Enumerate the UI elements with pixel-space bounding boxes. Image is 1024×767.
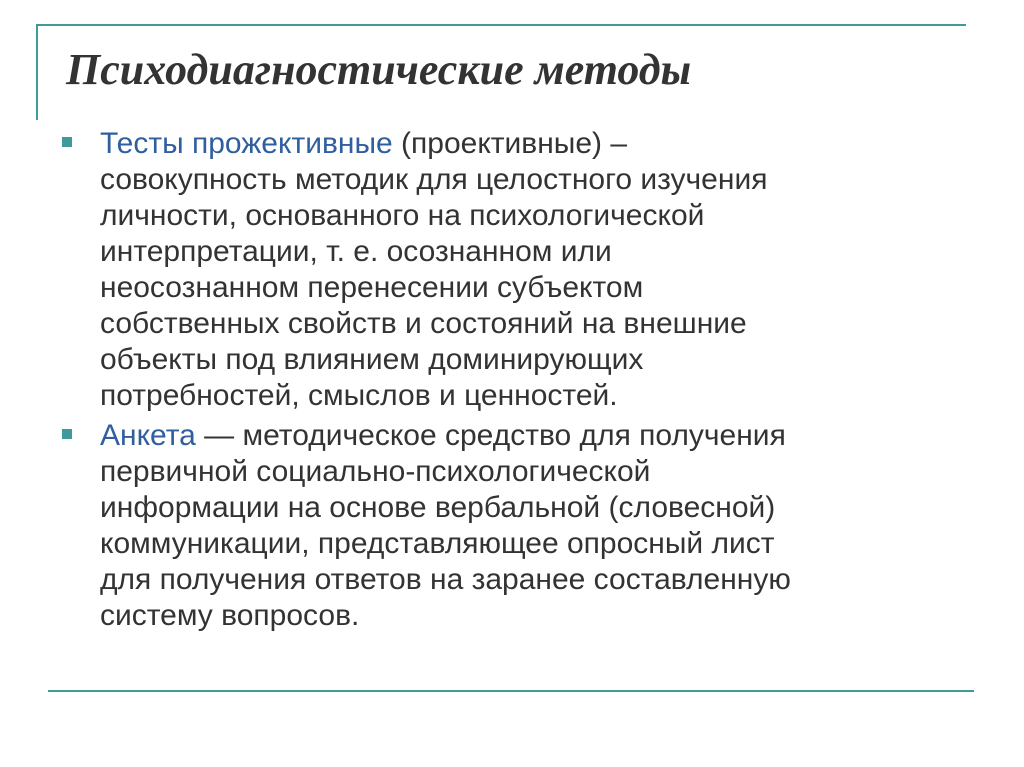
square-bullet-icon [62,429,72,439]
definition-line: потребностей, смыслов и ценностей. [100,379,618,412]
term-questionnaire: Анкета [100,419,196,452]
definition-line: для получения ответов на заранее составленную [100,563,791,596]
bullet-line [100,418,982,454]
definition-line: объекты под влиянием доминирующих [100,343,644,376]
definition-line: личности, основанного на психологической [100,199,705,232]
square-bullet-icon [62,137,72,147]
bullet-item-questionnaire [62,418,982,634]
definition-text: — методическое средство для получения [195,419,786,452]
definition-line: интерпретации, т. е. осознанном или [100,235,612,268]
frame-bottom-line [48,690,974,692]
frame-top-line [36,24,966,26]
slide-title: Психодиагностические методы [66,45,692,94]
definition-line: неосознанном перенесении субъектом [100,271,644,304]
bullet-item-projective-tests [62,126,982,414]
definition-line: систему вопросов. [100,599,360,632]
frame-left-line [36,24,38,120]
definition-line: совокупность методик для целостного изучения [100,163,768,196]
bullet-line [100,126,982,162]
definition-line: собственных свойств и состояний на внешние [100,307,747,340]
definition-line: первичной социально-психологической [100,455,651,488]
term-projective-tests: Тесты прожективные [100,127,393,160]
bullet-list [62,126,982,634]
definition-line: информации на основе вербальной (словесной) [100,491,776,524]
definition-text: (проективные) – [392,127,628,160]
definition-line: коммуникации, представляющее опросный лист [100,527,775,560]
